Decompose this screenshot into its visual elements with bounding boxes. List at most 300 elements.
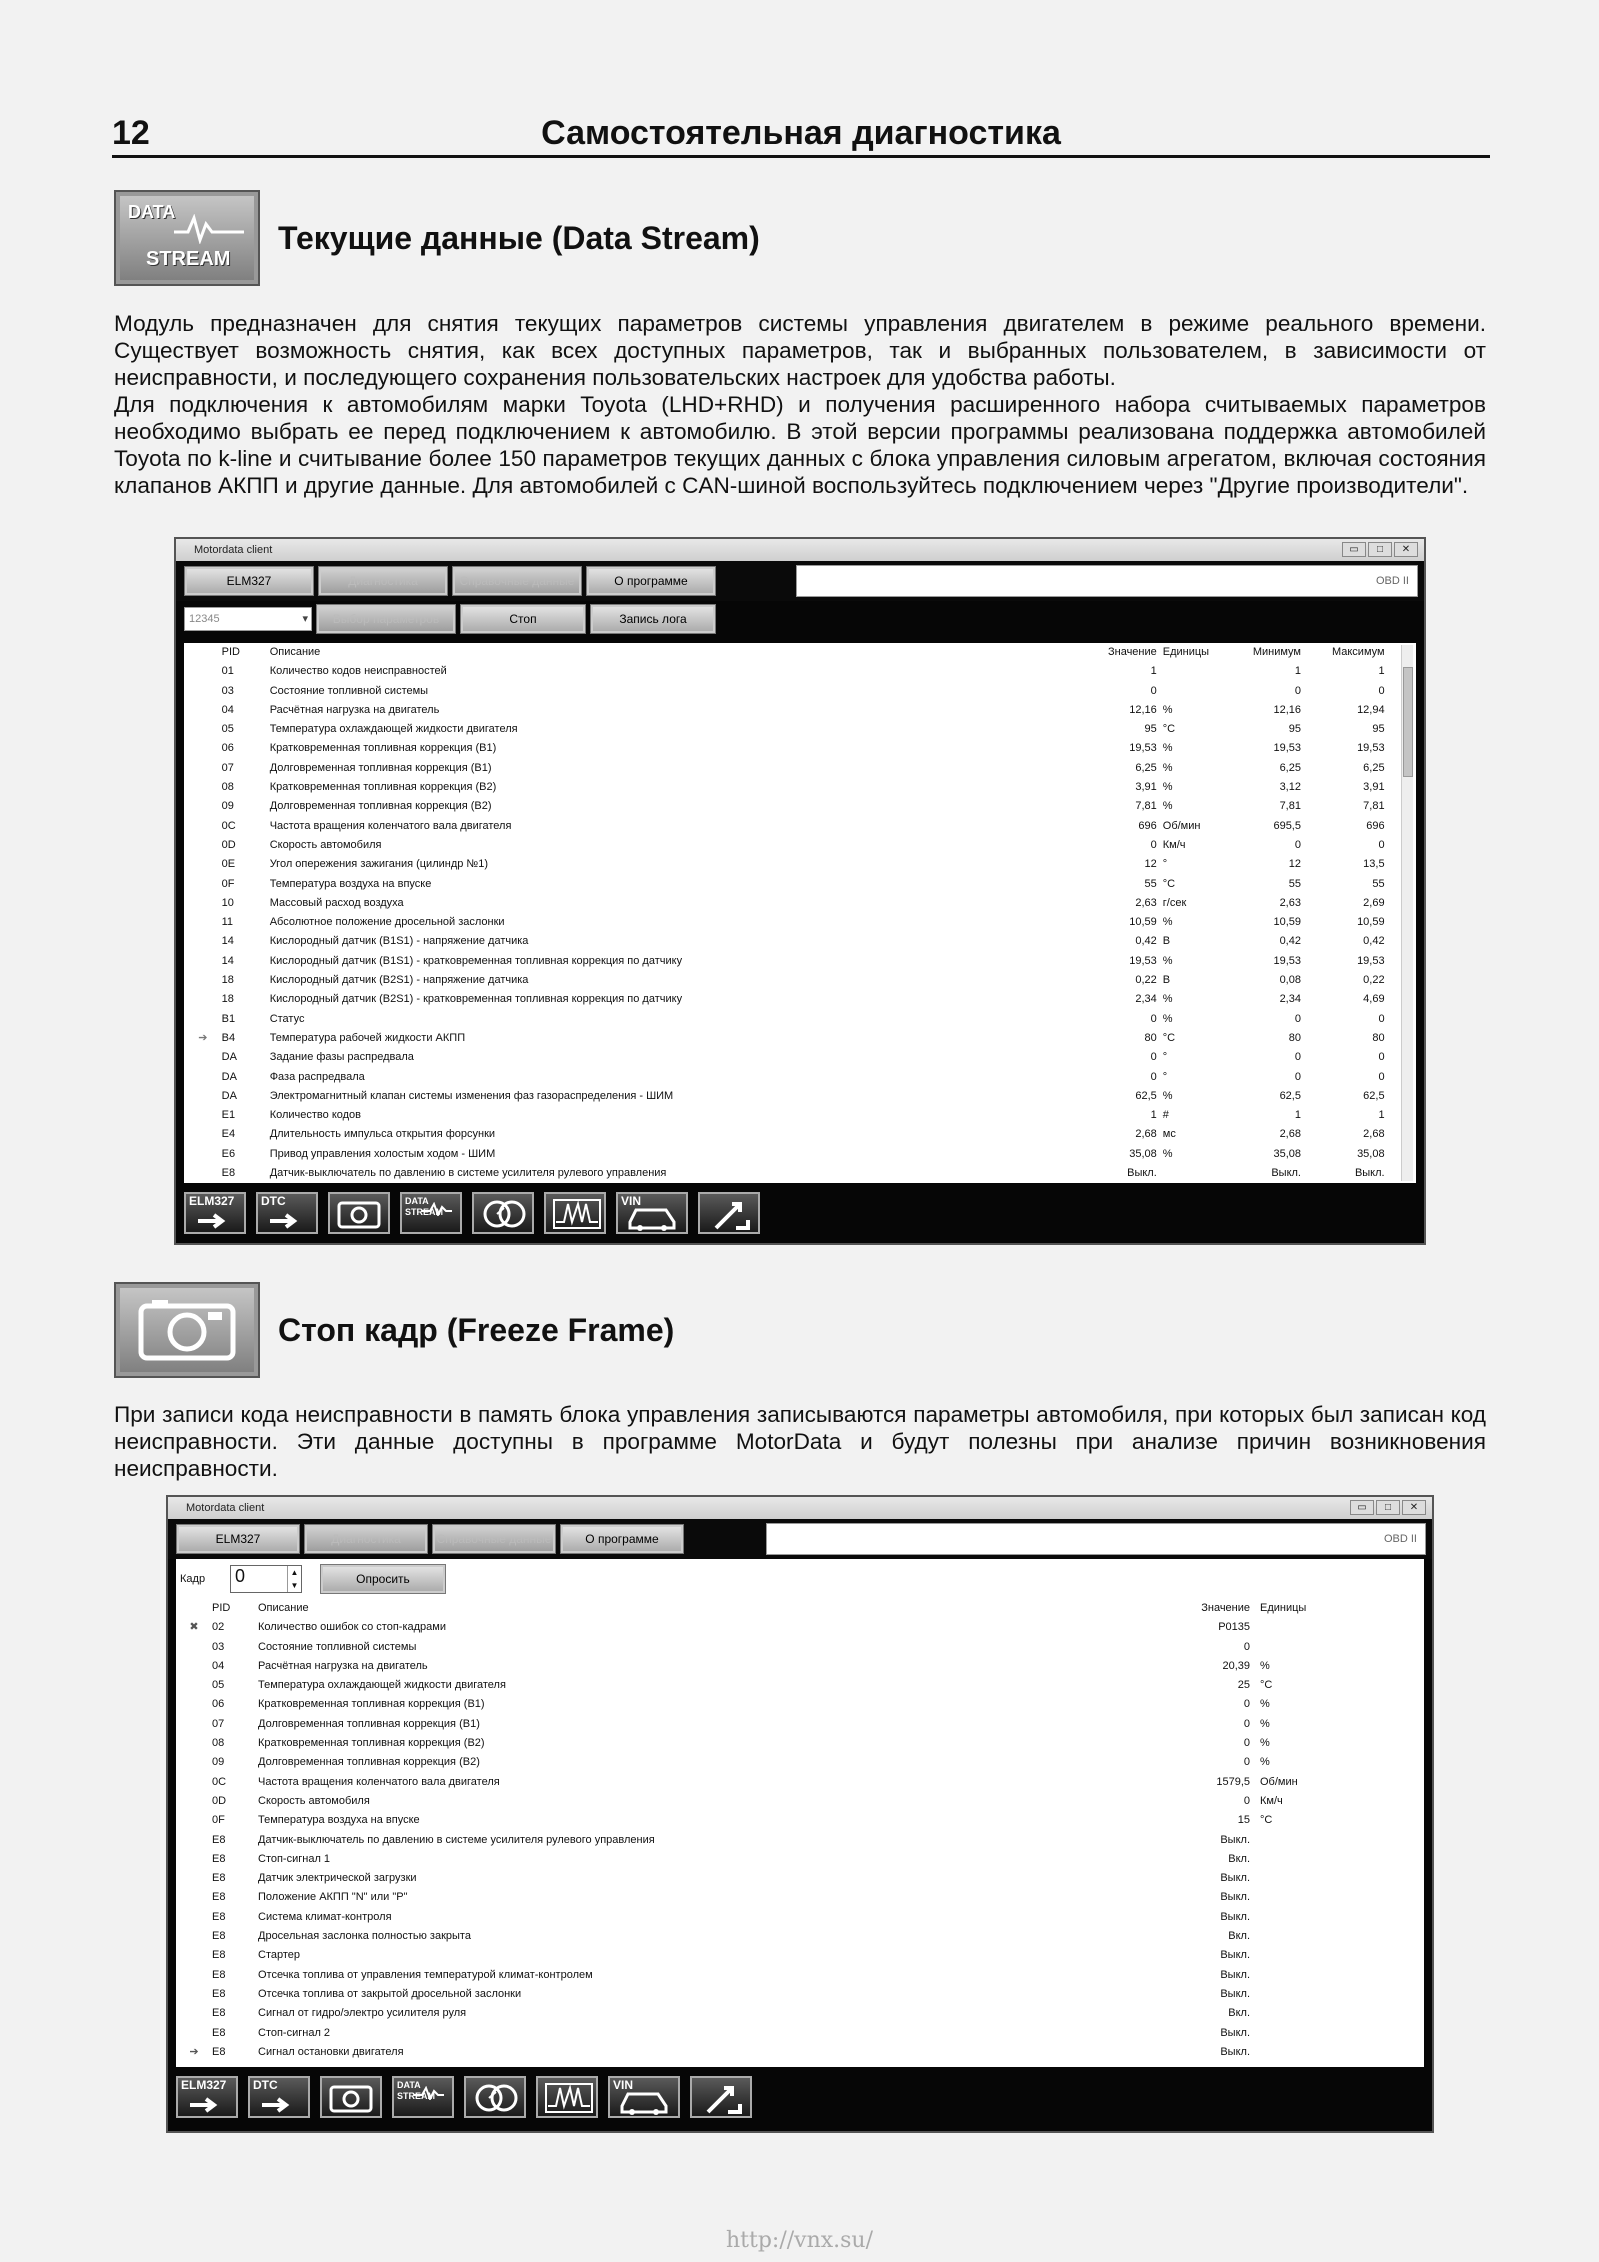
row-units: % [1162, 916, 1173, 929]
paragraph: Модуль предназначен для снятия текущих параметров системы управления двигателем в режиме реального времени. Существует возможность снятия, как всех доступных параметров, так и выбранных пользователем, в зависимости от неисправности, и последующего сохранения пользовательских настроек для удобства работы. [114, 311, 1486, 390]
row-pid: E8 [212, 1833, 226, 1846]
row-pid: E8 [212, 2007, 226, 2020]
menu-diagnostics-button[interactable]: Диагностика [304, 1524, 428, 1554]
row-max: 1 [1378, 665, 1385, 678]
row-spacer [1330, 2004, 1424, 2023]
row-marker [176, 1638, 212, 1657]
row-pid: E8 [212, 1987, 226, 2000]
log-record-button[interactable]: Запись лога [590, 604, 716, 634]
table-row[interactable] [184, 1087, 1416, 1106]
row-pid: 03 [221, 684, 234, 697]
row-value: 19,53 [1129, 954, 1157, 967]
col-min[interactable]: Минимум [1252, 646, 1301, 658]
table-row[interactable] [184, 952, 1416, 971]
row-units [1250, 1966, 1330, 1985]
bottom-button-label: VIN [621, 1194, 642, 1208]
bottom-button-label: DTC [261, 1194, 286, 1208]
bottom-button-arrow-right[interactable] [256, 1192, 318, 1234]
row-marker [176, 1773, 212, 1792]
row-marker [184, 1068, 222, 1087]
table-row[interactable] [184, 817, 1416, 836]
row-value: Выкл. [1220, 1872, 1250, 1885]
row-units [1250, 1946, 1330, 1965]
table-row[interactable] [176, 2043, 1424, 2062]
row-description: Долговременная топливная коррекция (B2) [269, 800, 492, 813]
row-description: Датчик-выключатель по давлению в системе усилителя рулевого управления [258, 1833, 655, 1846]
window-title: Motordata client [186, 1502, 265, 1514]
table-row[interactable] [184, 932, 1416, 951]
row-pid: 0C [221, 819, 236, 832]
window-titlebar [176, 539, 1424, 561]
menu-elm327-button[interactable]: ELM327 [176, 1524, 300, 1554]
footer-url: http://vnx.su/ [725, 2228, 874, 2253]
row-spacer [1330, 2024, 1424, 2043]
row-units: °C [1260, 1814, 1273, 1827]
icon-label-top: DATA [128, 202, 176, 222]
row-units: % [1162, 1147, 1173, 1160]
bottom-button-label: DATA STREAM [405, 1196, 443, 1217]
table-row[interactable] [176, 1869, 1424, 1888]
row-value: 0 [1243, 1737, 1250, 1750]
row-min: 19,53 [1273, 742, 1301, 755]
row-pid: 08 [221, 781, 234, 794]
table-row[interactable] [176, 1753, 1424, 1772]
row-pid: 0D [221, 838, 236, 851]
row-units: % [1162, 761, 1173, 774]
row-marker [184, 1048, 222, 1067]
row-min: 55 [1288, 877, 1301, 890]
row-description: Состояние топливной системы [269, 684, 429, 697]
row-description: Частота вращения коленчатого вала двигателя [269, 819, 512, 832]
row-value: 95 [1144, 723, 1157, 736]
row-pid: 0D [212, 1794, 227, 1807]
row-marker [184, 720, 222, 739]
menu-about-button[interactable]: О программе [560, 1524, 684, 1554]
row-marker [176, 1888, 212, 1907]
row-pid: 07 [221, 761, 234, 774]
row-value: 2,68 [1135, 1128, 1157, 1141]
row-units [1157, 1164, 1230, 1183]
row-description: Кислородный датчик (B2S1) - кратковременная топливная коррекция по датчику [269, 993, 683, 1006]
maximize-button[interactable]: □ [1368, 542, 1392, 557]
row-value: Вкл. [1228, 1930, 1250, 1943]
row-pid: E8 [221, 1167, 236, 1180]
row-description: Угол опережения зажигания (цилиндр №1) [269, 858, 489, 871]
table-row[interactable] [184, 720, 1416, 739]
row-description: Задание фазы распредвала [269, 1051, 414, 1064]
row-value: 0 [1243, 1794, 1250, 1807]
camera-glyph-icon [138, 1298, 236, 1362]
table-row[interactable] [176, 1927, 1424, 1946]
row-max: 0 [1378, 1051, 1385, 1064]
table-row[interactable] [176, 1985, 1424, 2004]
row-value: 0 [1150, 1051, 1157, 1064]
row-value: 35,08 [1129, 1147, 1157, 1160]
row-units: °C [1260, 1679, 1273, 1692]
row-units: В [1162, 974, 1171, 987]
row-value: 19,53 [1129, 742, 1157, 755]
table-row[interactable] [184, 759, 1416, 778]
row-description: Положение АКПП "N" или "P" [258, 1891, 408, 1904]
row-value: Выкл. [1220, 1910, 1250, 1923]
table-row[interactable] [184, 913, 1416, 932]
row-value: P0135 [1218, 1621, 1250, 1634]
table-row[interactable] [184, 778, 1416, 797]
row-marker [184, 1145, 222, 1164]
row-spacer [1330, 1850, 1424, 1869]
row-pid: E8 [212, 1852, 226, 1865]
close-button[interactable]: ✕ [1402, 1500, 1426, 1515]
row-min: 1 [1294, 665, 1301, 678]
paragraph: При записи кода неисправности в память блока управления записываются параметры автомобиля, при которых был записан код неисправности. Эти данные доступны в программе MotorData и будут полезны при анализе причин возникновения неисправности. [114, 1402, 1486, 1481]
row-description: Температура охлаждающей жидкости двигателя [269, 723, 518, 736]
table-row[interactable] [184, 1048, 1416, 1067]
menu-reference-button[interactable]: Справочные данные [452, 566, 582, 596]
table-row[interactable] [184, 701, 1416, 720]
row-min: 80 [1288, 1031, 1301, 1044]
row-spacer [1330, 1792, 1424, 1811]
table-row[interactable] [176, 1638, 1424, 1657]
bottom-button-car[interactable] [616, 1192, 688, 1234]
row-marker [184, 952, 222, 971]
frame-toolbar [176, 1559, 1424, 1599]
row-min: 95 [1288, 723, 1301, 736]
menu-elm327-button[interactable]: ELM327 [184, 566, 314, 596]
row-units: ° [1162, 858, 1168, 871]
row-min: 0,42 [1279, 935, 1301, 948]
table-row[interactable] [176, 2004, 1424, 2023]
row-pid: 0F [212, 1814, 225, 1827]
row-description: Стоп-сигнал 1 [258, 1852, 331, 1865]
row-spacer [1330, 1831, 1424, 1850]
row-marker [176, 1850, 212, 1869]
row-min: 7,81 [1279, 800, 1301, 813]
table-row[interactable] [176, 1831, 1424, 1850]
row-value: 1579,5 [1216, 1775, 1250, 1788]
row-value: 0,42 [1135, 935, 1157, 948]
col-max[interactable]: Максимум [1331, 646, 1385, 658]
row-units: % [1162, 781, 1173, 794]
row-units [1157, 682, 1230, 701]
row-spacer [1330, 1657, 1424, 1676]
table-row[interactable] [176, 1888, 1424, 1907]
row-description: Отсечка топлива от управления температурой климат-контролем [258, 1968, 593, 1981]
row-marker [184, 817, 222, 836]
row-value: 12,16 [1129, 703, 1157, 716]
stop-button[interactable]: Стоп [460, 604, 586, 634]
row-value: 7,81 [1135, 800, 1157, 813]
bottom-button-car[interactable] [608, 2076, 680, 2118]
row-description: Сигнал остановки двигателя [258, 2045, 404, 2058]
row-description: Кратковременная топливная коррекция (B2) [269, 781, 497, 794]
table-row[interactable] [184, 1106, 1416, 1125]
row-min: 2,34 [1279, 993, 1301, 1006]
bottom-button-arrow-right[interactable] [248, 2076, 310, 2118]
row-spacer [1330, 1888, 1424, 1907]
row-units [1250, 1869, 1330, 1888]
row-description: Скорость автомобиля [258, 1794, 370, 1807]
row-pid: 0E [221, 858, 236, 871]
row-marker [176, 1966, 212, 1985]
menu-diagnostics-button[interactable]: Диагностика [318, 566, 448, 596]
row-description: Расчётная нагрузка на двигатель [269, 703, 440, 716]
row-description: Долговременная топливная коррекция (B1) [269, 761, 492, 774]
table-row[interactable] [176, 1676, 1424, 1695]
row-min: 0,08 [1279, 974, 1301, 987]
bottom-button-oscilloscope[interactable] [536, 2076, 598, 2118]
table-row[interactable] [176, 1773, 1424, 1792]
table-row[interactable] [184, 855, 1416, 874]
table-row[interactable] [184, 990, 1416, 1009]
table-row[interactable] [184, 875, 1416, 894]
table-row[interactable] [176, 1908, 1424, 1927]
row-marker [176, 1927, 212, 1946]
table-row[interactable] [176, 1946, 1424, 1965]
row-min: 2,63 [1279, 896, 1301, 909]
scrollbar-thumb[interactable] [1403, 667, 1413, 777]
row-units: % [1260, 1659, 1270, 1672]
row-min: 1 [1294, 1109, 1301, 1122]
bottom-button-waveform[interactable] [400, 1192, 462, 1234]
table-row[interactable] [184, 662, 1416, 681]
bottom-button-exit[interactable] [698, 1192, 760, 1234]
row-pid: 09 [221, 800, 234, 813]
bottom-button-camera[interactable] [320, 2076, 382, 2118]
row-description: Массовый расход воздуха [269, 896, 404, 909]
col-units[interactable]: Единицы [1260, 1602, 1307, 1614]
row-marker [176, 1695, 212, 1714]
row-description: Фаза распредвала [269, 1070, 365, 1083]
col-description[interactable]: Описание [258, 1602, 309, 1614]
row-min: 12,16 [1273, 703, 1301, 716]
row-value: 0 [1150, 1070, 1157, 1083]
row-units: ° [1162, 1051, 1168, 1064]
bottom-button-arrow-right[interactable] [184, 1192, 246, 1234]
select-params-button[interactable]: Выбор параметров [316, 604, 456, 634]
row-max: 0 [1378, 1070, 1385, 1083]
row-units: % [1260, 1717, 1270, 1730]
row-units: % [1162, 954, 1173, 967]
table-row[interactable] [184, 1010, 1416, 1029]
row-marker [184, 778, 222, 797]
row-pid: DA [221, 1070, 237, 1083]
row-description: Расчётная нагрузка на двигатель [258, 1659, 428, 1672]
table-row[interactable] [176, 1966, 1424, 1985]
row-pid: E8 [212, 1910, 226, 1923]
table-row[interactable] [176, 1657, 1424, 1676]
paragraph: Для подключения к автомобилям марки Toyota (LHD+RHD) и получения расширенного набора считываемых параметров необходимо выбрать ее перед подключением к автомобилю. В этой версии программы реализована поддержка автомобилей Toyota по k-line и считывание более 150 параметров текущих данных с блока управления силовым агрегатом, включая состояния клапанов АКПП и другие данные. Для автомобилей с CAN-шиной воспользуйтесь подключением через "Другие производители". [114, 392, 1486, 498]
row-pid: E6 [221, 1147, 236, 1160]
section-title: Текущие данные (Data Stream) [278, 219, 760, 256]
row-spacer [1330, 1811, 1424, 1830]
row-marker [176, 1985, 212, 2004]
row-value: 3,91 [1135, 781, 1157, 794]
row-value: 0 [1243, 1756, 1250, 1769]
row-value: Выкл. [1220, 1891, 1250, 1904]
row-pid: 04 [212, 1659, 225, 1672]
table-row[interactable] [176, 1695, 1424, 1714]
row-pid: 03 [212, 1640, 225, 1653]
row-units: % [1162, 1089, 1173, 1102]
col-value[interactable]: Значение [1201, 1602, 1250, 1614]
row-description: Стоп-сигнал 2 [258, 2026, 331, 2039]
row-pid: E8 [212, 1872, 226, 1885]
table-row[interactable] [184, 1068, 1416, 1087]
col-pid[interactable]: PID [221, 646, 240, 658]
table-header [176, 1599, 1424, 1618]
bottom-button-gauge[interactable] [464, 2076, 526, 2118]
row-max: 4,69 [1363, 993, 1385, 1006]
camera-icon [114, 1282, 260, 1378]
table-row[interactable] [176, 1734, 1424, 1753]
row-min: 12 [1288, 858, 1301, 871]
data-stream-table-wrap [184, 643, 1416, 1183]
row-units: Км/ч [1260, 1794, 1283, 1807]
scrollbar[interactable] [1401, 645, 1413, 1181]
maximize-button[interactable]: □ [1376, 1500, 1400, 1515]
row-description: Отсечка топлива от закрытой дросельной заслонки [258, 1987, 522, 2000]
col-pid[interactable]: PID [212, 1602, 231, 1614]
table-row[interactable] [184, 1125, 1416, 1144]
col-units[interactable]: Единицы [1162, 646, 1210, 658]
row-pid: DA [221, 1051, 237, 1064]
table-row[interactable] [184, 1145, 1416, 1164]
row-marker [184, 797, 222, 816]
bottom-button-label: ELM327 [181, 2078, 227, 2092]
profile-select[interactable]: 12345 ▾ [184, 607, 312, 631]
col-value[interactable]: Значение [1107, 646, 1157, 658]
bottom-toolbar [176, 1187, 1424, 1239]
table-row[interactable] [176, 1850, 1424, 1869]
row-value: 20,39 [1222, 1659, 1250, 1672]
data-stream-table [184, 643, 1416, 1183]
row-description: Электромагнитный клапан системы изменения фаз газораспределения - ШИМ [269, 1089, 674, 1102]
table-row[interactable] [176, 1715, 1424, 1734]
row-min: 2,68 [1279, 1128, 1301, 1141]
row-value: 10,59 [1129, 916, 1157, 929]
obd-indicator: OBD II [796, 565, 1418, 597]
table-row[interactable] [184, 1029, 1416, 1048]
row-max: 19,53 [1357, 742, 1385, 755]
row-units: В [1162, 935, 1171, 948]
table-row[interactable] [176, 1792, 1424, 1811]
row-spacer [1330, 1618, 1424, 1637]
bottom-button-arrow-right[interactable] [176, 2076, 238, 2118]
table-row[interactable] [184, 971, 1416, 990]
row-marker [184, 932, 222, 951]
data-stream-window [174, 537, 1426, 1245]
close-button[interactable]: ✕ [1394, 542, 1418, 557]
bottom-button-exit[interactable] [690, 2076, 752, 2118]
row-units [1250, 1908, 1330, 1927]
row-marker [176, 1676, 212, 1695]
row-units [1250, 1850, 1330, 1869]
table-row[interactable] [184, 797, 1416, 816]
spin-arrows-icon[interactable]: ▲ ▼ [287, 1566, 301, 1592]
bottom-button-camera[interactable] [328, 1192, 390, 1234]
bottom-button-gauge[interactable] [472, 1192, 534, 1234]
row-max: 55 [1372, 877, 1385, 890]
minimize-button[interactable]: ▭ [1342, 542, 1366, 557]
row-description: Температура охлаждающей жидкости двигателя [258, 1679, 506, 1692]
row-units: % [1260, 1737, 1270, 1750]
bottom-button-oscilloscope[interactable] [544, 1192, 606, 1234]
table-row[interactable] [184, 682, 1416, 701]
obd-indicator: OBD II [766, 1523, 1426, 1555]
section-data-stream-text [114, 310, 1486, 499]
row-value: Вкл. [1228, 1852, 1250, 1865]
row-marker [184, 1106, 222, 1125]
row-pid: 04 [221, 703, 234, 716]
row-units: ° [1162, 1070, 1168, 1083]
table-row[interactable] [184, 1164, 1416, 1183]
row-marker [184, 1125, 222, 1144]
col-description[interactable]: Описание [269, 646, 321, 658]
row-max: 3,91 [1363, 781, 1385, 794]
row-units: % [1260, 1698, 1270, 1711]
row-pid: E8 [212, 2045, 226, 2058]
row-units: °C [1162, 1031, 1176, 1044]
row-spacer [1330, 1985, 1424, 2004]
row-description: Частота вращения коленчатого вала двигателя [258, 1775, 500, 1788]
row-description: Температура рабочей жидкости АКПП [269, 1031, 466, 1044]
row-pid: E8 [212, 1949, 226, 1962]
bottom-button-waveform[interactable] [392, 2076, 454, 2118]
row-description: Долговременная топливная коррекция (B1) [258, 1717, 480, 1730]
row-pid: 11 [221, 916, 234, 929]
minimize-button[interactable]: ▭ [1350, 1500, 1374, 1515]
row-pid: 0F [221, 877, 235, 890]
row-units [1250, 1985, 1330, 2004]
frame-value: 0 [235, 1566, 246, 1586]
row-min: 62,5 [1279, 1089, 1301, 1102]
frame-spinbox[interactable] [230, 1565, 302, 1593]
row-max: 19,53 [1357, 954, 1385, 967]
table-row[interactable] [184, 739, 1416, 758]
table-row[interactable] [184, 836, 1416, 855]
row-spacer [1330, 1946, 1424, 1965]
row-marker [184, 855, 222, 874]
menu-reference-button[interactable]: Справочные данные [432, 1524, 556, 1554]
row-value: Вкл. [1228, 2007, 1250, 2020]
row-pid: E8 [212, 1891, 226, 1904]
row-description: Сигнал от гидро/электро усилителя руля [258, 2007, 467, 2020]
row-max: 0,22 [1363, 974, 1385, 987]
row-max: 62,5 [1363, 1089, 1385, 1102]
row-marker [184, 875, 222, 894]
row-value: 25 [1237, 1679, 1250, 1692]
row-marker [176, 1811, 212, 1830]
row-description: Кратковременная топливная коррекция (B1) [258, 1698, 485, 1711]
row-min: 0 [1294, 1012, 1301, 1025]
table-row[interactable] [184, 894, 1416, 913]
section-freeze-frame-heading [114, 1282, 674, 1378]
table-row[interactable] [176, 2024, 1424, 2043]
row-marker [184, 1010, 222, 1029]
table-row[interactable] [176, 1811, 1424, 1830]
table-row[interactable] [176, 1618, 1424, 1637]
row-value: 1 [1150, 1109, 1157, 1122]
row-marker [176, 1657, 212, 1676]
menu-about-button[interactable]: О программе [586, 566, 716, 596]
row-marker [184, 836, 222, 855]
row-max: 0 [1378, 1012, 1385, 1025]
row-description: Температура воздуха на впуске [269, 877, 432, 890]
row-value: 12 [1144, 858, 1157, 871]
row-value: Выкл. [1220, 1833, 1250, 1846]
query-button[interactable]: Опросить [320, 1564, 446, 1594]
row-marker [184, 662, 222, 681]
